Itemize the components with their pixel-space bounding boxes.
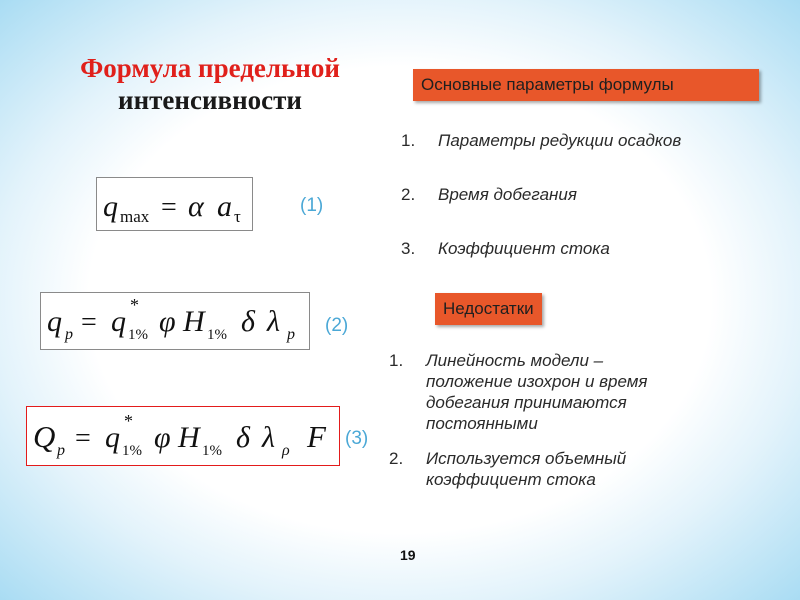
f1-lhs-sub: max xyxy=(120,207,150,226)
formula-2 xyxy=(41,293,309,349)
f3-F: F xyxy=(307,419,326,454)
params-badge: Основные параметры формулы xyxy=(413,69,759,101)
params-list xyxy=(401,130,781,292)
f2-lambda-sub: p xyxy=(287,326,295,343)
formula-1-box xyxy=(96,177,253,231)
f3-q-sup: * xyxy=(124,411,133,431)
list-item-line: положение изохрон и время xyxy=(426,372,648,391)
list-item-text: Время добегания xyxy=(438,185,577,204)
f2-H: H xyxy=(183,305,205,338)
f2-q-sub: 1% xyxy=(128,327,148,343)
f1-lhs: q xyxy=(103,190,118,223)
f2-H-sub: 1% xyxy=(207,327,227,343)
f3-phi: φ xyxy=(154,421,171,454)
list-item-line: Линейность модели – xyxy=(426,351,604,370)
list-item-line: коэффициент стока xyxy=(426,470,596,489)
list-item-number: 2. xyxy=(389,449,404,468)
f3-eq: = xyxy=(75,423,91,454)
f1-a: a xyxy=(217,190,232,223)
f1-alpha: α xyxy=(188,190,204,223)
slide-title xyxy=(40,52,380,116)
list-item-text: Параметры редукции осадков xyxy=(438,131,682,150)
list-item-line: постоянными xyxy=(426,414,538,433)
f3-lambda-sub: ρ xyxy=(282,442,290,459)
f3-q: q xyxy=(105,421,120,454)
list-item xyxy=(389,350,719,434)
f2-q-sup: * xyxy=(130,295,139,315)
list-item-number: 1. xyxy=(401,131,416,150)
list-item-line: Используется объемный xyxy=(426,449,627,468)
f3-lhs: Q xyxy=(33,419,56,454)
formula-2-box xyxy=(40,292,310,350)
f3-lambda: λ xyxy=(262,421,275,454)
f3-H-sub: 1% xyxy=(202,443,222,459)
list-item-number: 2. xyxy=(401,185,416,204)
f1-eq: = xyxy=(161,192,177,223)
f2-lhs-sub: p xyxy=(65,326,73,343)
f3-lhs-sub: p xyxy=(57,442,65,459)
f2-eq: = xyxy=(81,307,97,338)
f2-lambda: λ xyxy=(267,305,280,338)
drawbacks-list xyxy=(389,350,719,490)
f2-delta: δ xyxy=(241,305,255,338)
f3-H: H xyxy=(178,421,200,454)
list-item-number: 1. xyxy=(389,351,404,370)
f2-lhs: q xyxy=(47,305,62,338)
page-number: 19 xyxy=(400,547,416,563)
list-item xyxy=(401,184,781,238)
list-item-line: добегания принимаются xyxy=(426,393,627,412)
title-line-2: интенсивности xyxy=(118,85,302,115)
formula-3-number: (3) xyxy=(345,428,369,449)
formula-3-box xyxy=(26,406,340,466)
f2-phi: φ xyxy=(159,305,176,338)
formula-3 xyxy=(27,407,339,465)
f3-q-sub: 1% xyxy=(122,443,142,459)
f3-delta: δ xyxy=(236,421,250,454)
list-item xyxy=(389,448,719,490)
formula-1-number: (1) xyxy=(300,195,324,216)
formula-1 xyxy=(97,178,252,230)
f1-a-sub: τ xyxy=(234,207,241,226)
f2-q: q xyxy=(111,305,126,338)
list-item xyxy=(401,130,781,184)
list-item xyxy=(401,238,781,292)
title-line-1: Формула предельной xyxy=(80,53,340,83)
drawbacks-badge: Недостатки xyxy=(435,293,542,325)
list-item-text: Коэффициент стока xyxy=(438,239,610,258)
list-item-number: 3. xyxy=(401,239,416,258)
formula-2-number: (2) xyxy=(325,315,349,336)
